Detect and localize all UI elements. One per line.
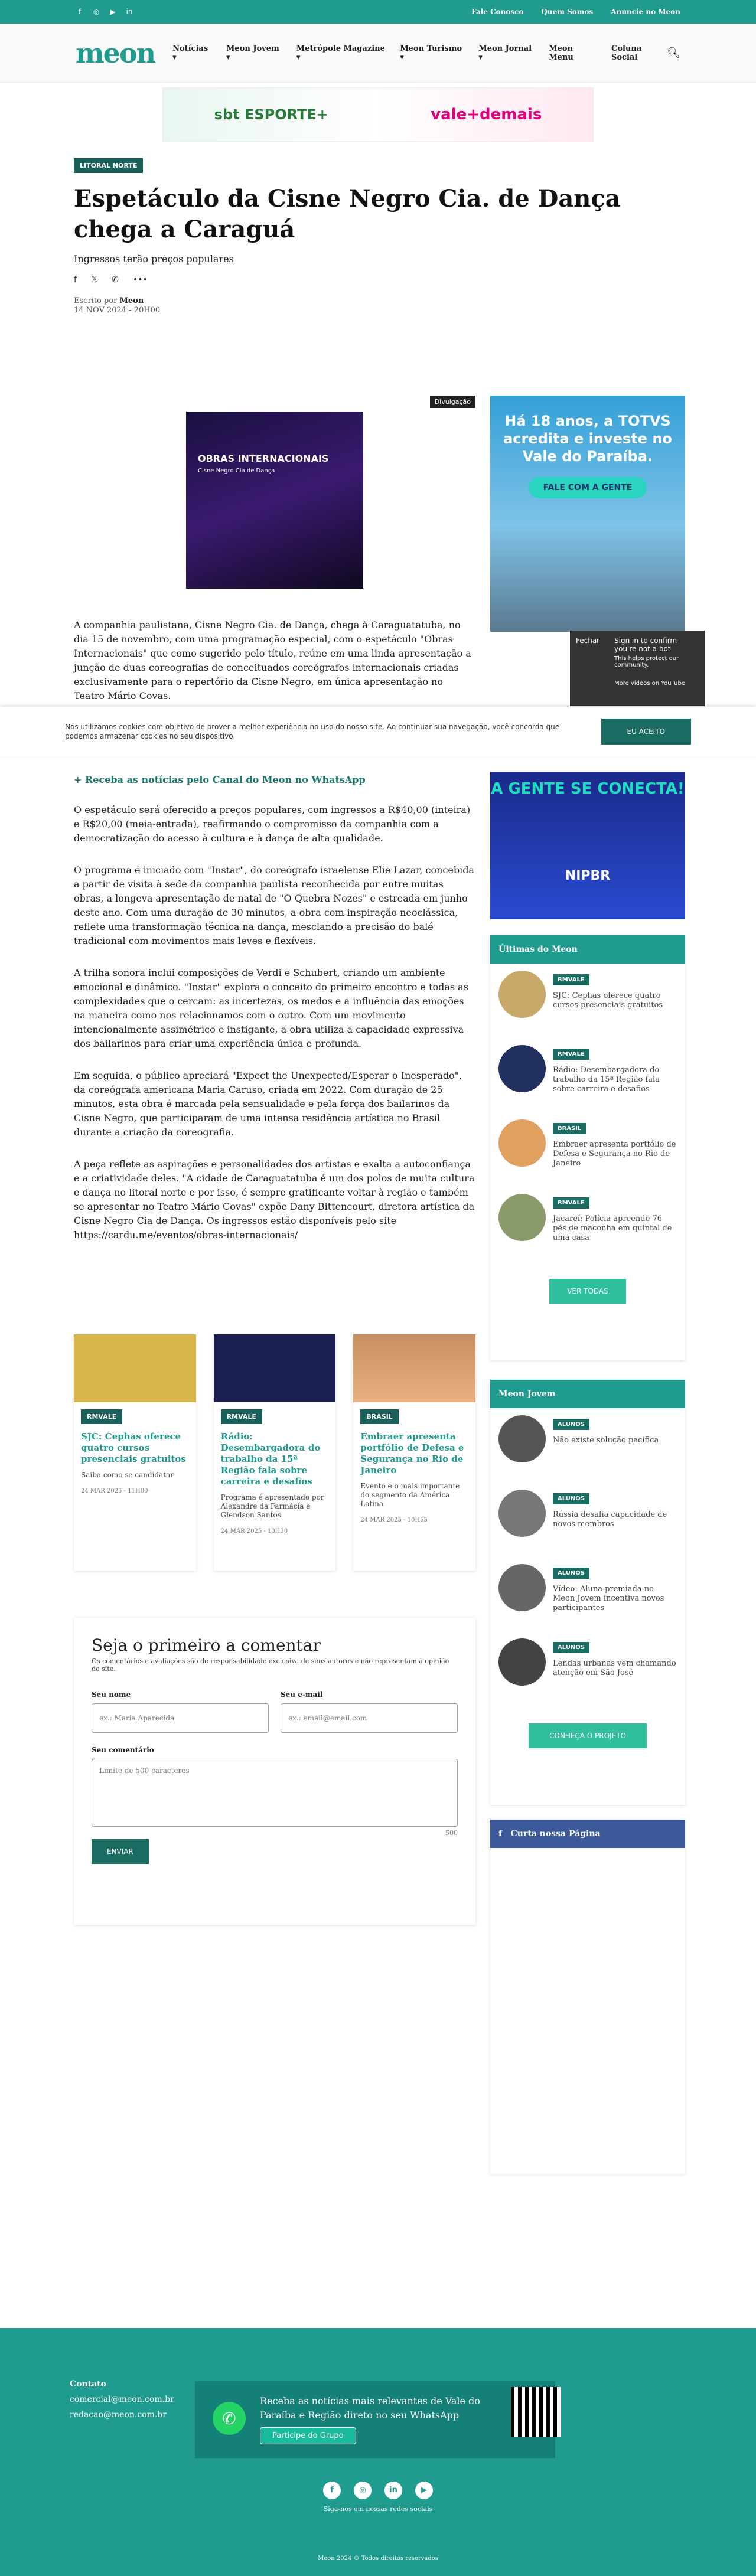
jovem-title: Meon Jovem (490, 1380, 685, 1408)
footer-social (0, 2482, 756, 2499)
fb-title: Curta nossa Página (510, 1829, 601, 1839)
about-link[interactable]: Quem Somos (541, 8, 594, 16)
category-tag[interactable]: LITORAL NORTE (74, 158, 143, 173)
byline (74, 296, 682, 315)
article-body (74, 393, 475, 1242)
facebook-box (490, 1820, 685, 2174)
email-link[interactable]: comercial@meon.com.br (70, 2395, 174, 2404)
list-item[interactable] (490, 1557, 685, 1631)
whatsapp-banner (195, 2381, 555, 2458)
item-text: SJC: Cephas oferece quatro cursos presenciais gratuitos (553, 991, 663, 1010)
facebook-icon: f (498, 1829, 503, 1839)
paragraph: Em seguida, o público apreciará "Expect the Unexpected/Esperar o Inesperado", da coreógrafa americana Maria Caruso, criada em 2022. Com duração de 25 minutos, esta obra é marcada pela sensualidade e pela força dos bailarinos da Cisne Negro, que participaram de uma intensa residência artística no Brasil durante a criação da coreografia. (74, 1070, 462, 1138)
item-text: Não existe solução pacífica (553, 1436, 659, 1445)
name-input[interactable] (92, 1703, 269, 1733)
main-nav (0, 24, 756, 83)
cookie-text: Nós utilizamos cookies com objetivo de prover a melhor experiência no uso do nosso site. Ao continuar sua navegação, você concorda que podemos armazenar cookies no seu dispositivo. (65, 723, 560, 740)
card-image (214, 1334, 336, 1402)
nav-meon-jovem[interactable]: Meon Jovem ▾ (226, 44, 279, 62)
instagram-icon[interactable]: ◎ (93, 8, 100, 16)
list-item[interactable] (490, 1408, 685, 1483)
banner-vale: vale+demais (431, 106, 542, 123)
nav-metropole[interactable]: Metrópole Magazine ▾ (296, 44, 385, 62)
article-header (74, 158, 682, 315)
youtube-overlay (570, 631, 705, 706)
more-icon[interactable]: ••• (132, 275, 148, 285)
top-bar (0, 0, 756, 24)
card-excerpt: Evento é o mais importante do segmento da América Latina (360, 1482, 460, 1508)
comment-form (74, 1618, 475, 1925)
paragraph: A trilha sonora inclui composições de Verdi e Schubert, criando um ambiente emocional e dinâmico. "Instar" explora o conceito do primeiro encontro e todas as complexidades que o cercam: as incertezas, os medos e a influência das emoções na maneira como nos relacionamos com o outro. Com um movimento intencionalmente assimétrico e instigante, a obra utiliza a capacidade expressiva dos bailarinos para criar uma experiência única e profunda. (74, 967, 468, 1049)
paragraph: O espetáculo será oferecido a preços populares, com ingressos a R$40,00 (inteira) e R$20,00 (meia-entrada), reafirmando o compromisso da companhia com a democratização do acesso à cultura e à dança de alta qualidade. (74, 804, 471, 844)
news-card[interactable] (74, 1334, 196, 1571)
author-prefix: Escrito por (74, 296, 118, 305)
footer (0, 2328, 756, 2576)
card-date: 24 MAR 2025 - 10H30 (220, 1528, 288, 1535)
card-tag: RMVALE (81, 1409, 122, 1424)
card-image (74, 1334, 196, 1402)
comment-title: Seja o primeiro a comentar (92, 1635, 321, 1655)
nav-menu[interactable]: Meon Menu (549, 44, 573, 62)
thumbnail (498, 1119, 546, 1167)
project-button[interactable]: CONHEÇA O PROJETO (529, 1723, 647, 1748)
accept-cookies-button[interactable]: EU ACEITO (601, 719, 691, 745)
whatsapp-icon: ✆ (213, 2402, 246, 2435)
item-text: Vídeo: Aluna premiada no Meon Jovem incentiva novos participantes (553, 1585, 664, 1612)
char-counter: 500 (445, 1829, 458, 1837)
paragraph: O programa é iniciado com "Instar", do coreógrafo israelense Elie Lazar, concebida a partir de visita à sede da companhia paulista reconhecida por entre muitas obras, a longeva apresentação de natal de "O Quebra Nozes" e estreada em junho deste ano. Com uma duração de 30 minutos, a obra com inspiração neoclássica, reflete uma transformação técnica na dança, mesclando a precisão do balé tradicional com movimentos mais leves e flexíveis. (74, 864, 474, 946)
item-tag: RMVALE (553, 974, 589, 985)
card-image (353, 1334, 475, 1402)
latest-title: Últimas do Meon (490, 935, 685, 964)
copyright: Meon 2024 © Todos direitos reservados (318, 2555, 438, 2562)
contact-link[interactable]: Fale Conosco (471, 8, 524, 16)
facebook-share-icon[interactable]: f (74, 275, 77, 285)
item-tag: RMVALE (553, 1197, 589, 1209)
email-label: Seu e-mail (281, 1690, 323, 1699)
youtube-icon[interactable]: ▶ (110, 8, 116, 16)
author: Meon (119, 296, 144, 305)
x-share-icon[interactable]: 𝕏 (90, 275, 98, 285)
card-title: Rádio: Desembargadora do trabalho da 15ª Região fala sobre carreira e desafios (220, 1431, 321, 1487)
banner-sbt: sbt ESPORTE+ (214, 106, 328, 123)
list-item[interactable] (490, 1112, 685, 1187)
logo[interactable]: meon (76, 37, 155, 69)
whatsapp-channel-link[interactable]: + Receba as notícias pelo Canal do Meon no WhatsApp (74, 774, 366, 785)
list-item[interactable] (490, 964, 685, 1038)
latest-news-box (490, 935, 685, 1360)
thumbnail (498, 1194, 546, 1241)
qr-code (511, 2387, 561, 2437)
article-subtitle: Ingressos terão preços populares (74, 253, 234, 265)
search-icon[interactable]: 🔍︎ (667, 47, 680, 59)
linkedin-icon[interactable]: in (384, 2482, 402, 2499)
email-input[interactable] (281, 1703, 458, 1733)
news-card[interactable] (214, 1334, 336, 1571)
top-banner-ad[interactable] (162, 87, 594, 142)
card-tag: RMVALE (221, 1409, 262, 1424)
fb-header (490, 1820, 685, 1848)
yt-sub: This helps protect our community. (614, 655, 679, 668)
poster-title: OBRAS INTERNACIONAIS (198, 453, 329, 464)
nipbr-brand: NIPBR (565, 869, 611, 883)
cookie-banner (0, 707, 756, 756)
article-title: Espetáculo da Cisne Negro Cia. de Dança chega a Caraguá (74, 185, 621, 243)
comment-note: Os comentários e avaliações são de responsabilidade exclusiva de seus autores e não representam a opinião do site. (92, 1657, 449, 1673)
card-title: SJC: Cephas oferece quatro cursos presenciais gratuitos (81, 1431, 186, 1464)
card-date: 24 MAR 2025 - 10H55 (360, 1517, 428, 1523)
facebook-icon[interactable]: f (78, 8, 82, 16)
youtube-icon[interactable]: ▶ (415, 2482, 433, 2499)
card-excerpt: Programa é apresentado por Alexandre da Farmácia e Glendson Santos (220, 1493, 324, 1519)
news-card[interactable] (353, 1334, 475, 1571)
item-text: Rádio: Desembargadora do trabalho da 15ª Região fala sobre carreira e desafios (553, 1066, 660, 1093)
item-tag: ALUNOS (553, 1493, 589, 1504)
item-tag: ALUNOS (553, 1568, 589, 1579)
item-tag: RMVALE (553, 1049, 589, 1060)
footer-contact (70, 2376, 174, 2422)
nipbr-ad[interactable] (490, 772, 685, 919)
thumbnail (498, 1564, 546, 1611)
comment-label: Seu comentário (92, 1746, 154, 1754)
comment-textarea[interactable] (92, 1759, 458, 1827)
item-tag: ALUNOS (553, 1642, 589, 1653)
totvs-ad-button[interactable]: FALE COM A GENTE (529, 477, 647, 498)
yt-close[interactable]: Fechar (576, 636, 600, 645)
card-tag: BRASIL (360, 1409, 398, 1424)
list-item[interactable] (490, 1187, 685, 1261)
see-all-button[interactable]: VER TODAS (549, 1279, 626, 1304)
thumbnail (498, 1490, 546, 1537)
advertise-link[interactable]: Anuncie no Meon (611, 8, 680, 16)
thumbnail (498, 971, 546, 1018)
nav-turismo[interactable]: Meon Turismo ▾ (400, 44, 462, 62)
nav-coluna-social[interactable]: Coluna Social (611, 44, 642, 62)
image-credit: Divulgação (430, 396, 475, 408)
nav-noticias[interactable]: Notícias ▾ (172, 44, 208, 62)
item-text: Jacareí: Polícia apreende 76 pés de maconha em quintal de uma casa (553, 1214, 672, 1242)
facebook-icon[interactable]: f (323, 2482, 341, 2499)
paragraph: A peça reflete as aspirações e personalidades dos artistas e exalta a autoconfiança e a criatividade deles. "A cidade de Caraguatatuba é um dos polos de muita cultura e dança no litoral norte e por isso, é sempre gratificante voltar à região e também se apresentar no Teatro Mário Covas" expõe Dany Bittencourt, diretora artística da Cisne Negro Cia de Dança. Os ingressos estão disponíveis pelo site https://cardu.me/eventos/obras-internacionais/ (74, 1158, 475, 1240)
nav-jornal[interactable]: Meon Jornal ▾ (478, 44, 532, 62)
item-text: Embraer apresenta portfólio de Defesa e Segurança no Rio de Janeiro (553, 1140, 676, 1168)
totvs-ad[interactable] (490, 396, 685, 632)
item-text: Rússia desafia capacidade de novos membros (553, 1510, 667, 1529)
meon-jovem-box (490, 1380, 685, 1805)
thumbnail (498, 1638, 546, 1686)
thumbnail (498, 1045, 546, 1092)
social-links (76, 8, 133, 16)
wa-text: Receba as notícias mais relevantes de Vale do Paraíba e Região direto no seu WhatsApp (260, 2395, 480, 2421)
thumbnail (498, 1415, 546, 1462)
publish-date: 14 NOV 2024 - 20H00 (74, 306, 161, 315)
card-title: Embraer apresenta portfólio de Defesa e Segurança no Rio de Janeiro (360, 1431, 464, 1475)
email-link[interactable]: redacao@meon.com.br (70, 2410, 167, 2420)
list-item[interactable] (490, 1483, 685, 1557)
related-news (74, 1334, 475, 1571)
instagram-icon[interactable]: ◎ (354, 2482, 372, 2499)
item-tag: BRASIL (553, 1123, 586, 1134)
item-text: Lendas urbanas vem chamando atenção em São José (553, 1659, 676, 1677)
paragraph: A companhia paulistana, Cisne Negro Cia. de Dança, chega à Caraguatatuba, no dia 15 de novembro, com uma programação especial, com o espetáculo "Obras Internacionais" que como sugerido pelo título, reúne em uma linda apresentação a junção de duas coreografias de conceituados coreógrafos internacionais criadas exclusivamente para o repertório da Cisne Negro, em única apresentação no Teatro Mário Covas. (74, 619, 471, 701)
contact-title: Contato (70, 2379, 107, 2389)
card-date: 24 MAR 2025 - 11H00 (81, 1488, 148, 1494)
submit-button[interactable]: ENVIAR (92, 1839, 149, 1864)
follow-text: Siga-nos em nossas redes sociais (323, 2505, 433, 2513)
card-excerpt: Saiba como se candidatar (81, 1471, 174, 1479)
item-tag: ALUNOS (553, 1419, 589, 1430)
join-group-button[interactable]: Participe do Grupo (260, 2427, 356, 2444)
poster-sub: Cisne Negro Cia de Dança (198, 468, 275, 474)
list-item[interactable] (490, 1038, 685, 1112)
share-bar (74, 275, 682, 285)
yt-title: Sign in to confirm you're not a bot (614, 636, 677, 653)
yt-more[interactable]: More videos on YouTube (614, 680, 685, 687)
whatsapp-share-icon[interactable]: ✆ (112, 275, 119, 285)
name-label: Seu nome (92, 1690, 131, 1699)
totvs-ad-text: Há 18 anos, a TOTVS acredita e investe no Vale do Paraíba. (503, 413, 672, 465)
article-image (186, 412, 363, 589)
list-item[interactable] (490, 1631, 685, 1706)
nipbr-ad-text: A GENTE SE CONECTA! (491, 780, 685, 798)
article-figure (74, 393, 475, 611)
linkedin-icon[interactable]: in (126, 8, 133, 16)
